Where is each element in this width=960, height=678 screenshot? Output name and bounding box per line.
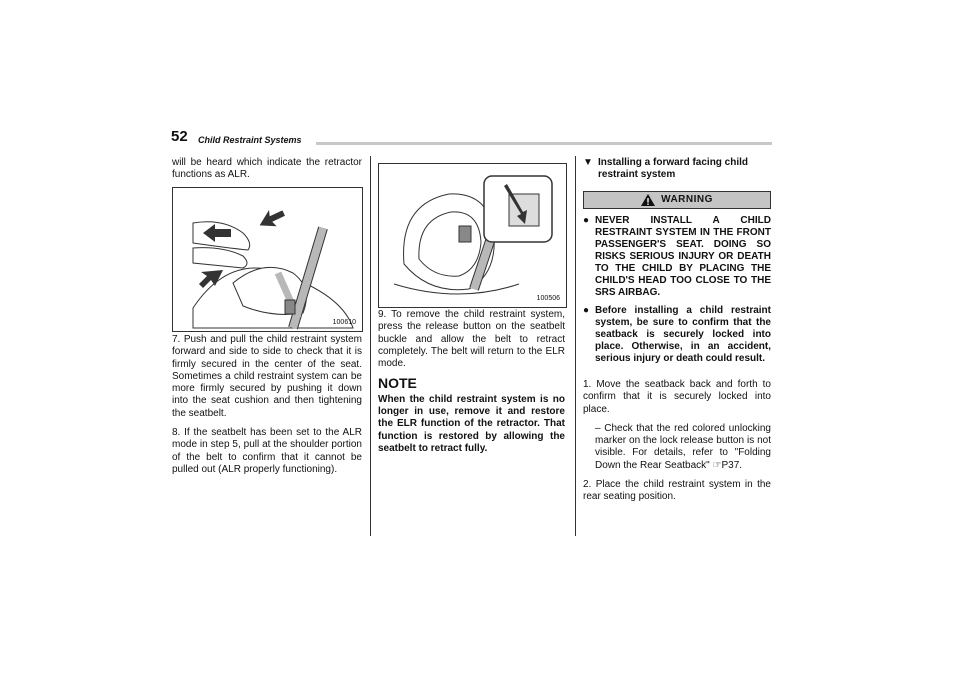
column-2-body (378, 309, 565, 462)
note-heading: NOTE (378, 375, 417, 392)
warning-text: Before installing a child restraint system, be sure to confirm that the seatback is securely locked into place. Otherwise, in an accident, serious injury or death could result. (595, 305, 771, 364)
step-9: 9. To remove the child restraint system, press the release button on the seatbelt buckle and allow the belt to retract completely. The belt will return to the ELR mode. (378, 309, 565, 370)
warning-triangle-icon (641, 194, 655, 206)
section-heading (583, 157, 771, 181)
warning-label: WARNING (661, 193, 713, 205)
triangle-marker-icon: ▼ (583, 157, 593, 168)
header-rule (316, 142, 772, 145)
column-1 (172, 157, 362, 189)
figure-code: 100610 (332, 319, 356, 326)
step-7: 7. Push and pull the child restraint system forward and side to side to check that it is firmly secured in the center of the seat. Sometimes a child restraint system can be more firmly secured by pushing it down into the seat cushion and then tightening the seatbelt. (172, 334, 362, 419)
step-8: 8. If the seatbelt has been set to the ALR mode in step 5, pull at the shoulder portion of the belt to confirm that it cannot be pulled out (ALR properly functioning). (172, 427, 362, 475)
column-divider-1 (370, 156, 371, 536)
figure-code: 100506 (536, 295, 560, 302)
warning-item (583, 215, 771, 299)
page-number: 52 (171, 128, 188, 145)
chapter-title: Child Restraint Systems (198, 135, 302, 145)
step-2: 2. Place the child restraint system in the rear seating position. (583, 479, 771, 503)
column-1-body (172, 334, 362, 483)
section-title: Installing a forward facing child restraint system (598, 157, 749, 180)
column-3 (583, 157, 771, 511)
release-button-illustration (379, 164, 566, 307)
warning-list (583, 215, 771, 365)
step-1: 1. Move the seatback back and forth to confirm that it is securely locked into place. (583, 379, 771, 415)
figure-push-pull (172, 187, 363, 332)
warning-text: NEVER INSTALL A CHILD RESTRAINT SYSTEM IN THE FRONT PASSENGER'S SEAT. DOING SO RISKS SERIOUS INJURY OR DEATH TO THE CHILD BY PLACING THE CHILD'S HEAD TOO CLOSE TO THE SRS AIRBAG. (595, 215, 771, 298)
figure-release-button (378, 163, 567, 308)
intro-paragraph: will be heard which indicate the retractor functions as ALR. (172, 157, 362, 181)
note-body: When the child restraint system is no longer in use, remove it and restore the ELR function of the retractor. That function is restored by allowing the seatbelt to retract fully. (378, 393, 565, 454)
bullet-icon: ● (583, 215, 590, 226)
sub-item: – Check that the red colored unlocking marker on the lock release button is not visible. For details, refer to "Folding Down the Rear Seatback" ☞P37. (595, 422, 771, 471)
bullet-icon: ● (583, 305, 590, 316)
push-pull-illustration (173, 188, 362, 331)
warning-item (583, 305, 771, 365)
warning-banner (583, 191, 771, 209)
column-divider-2 (575, 156, 576, 536)
